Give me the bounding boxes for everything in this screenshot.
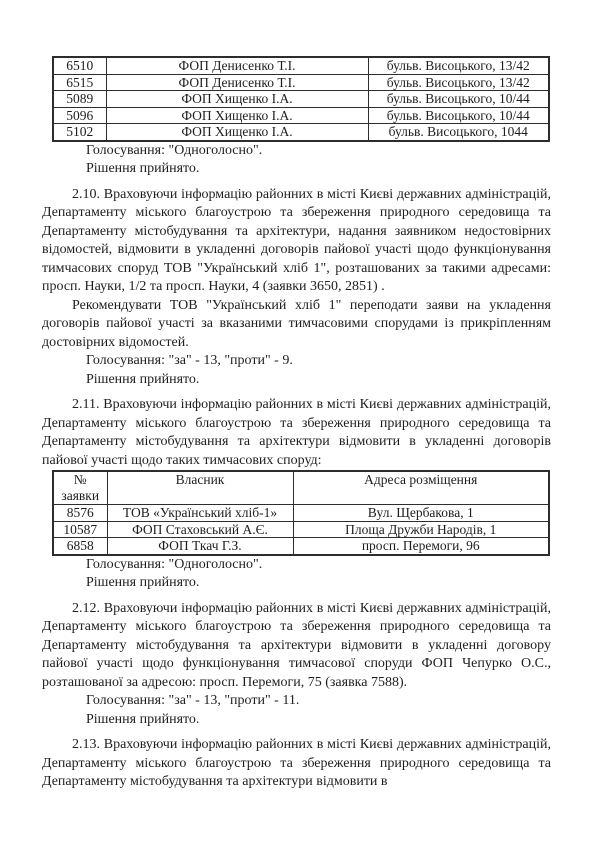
decision-line: Рішення прийнято. xyxy=(86,711,200,727)
application-id-cell: 6510 xyxy=(53,57,106,74)
decision-line: Рішення прийнято. xyxy=(86,161,200,176)
address-cell: Вул. Щербакова, 1 xyxy=(293,505,549,522)
application-id-cell: 5096 xyxy=(53,107,106,124)
owner-cell: ФОП Хищенко І.А. xyxy=(106,91,368,108)
table-row xyxy=(53,91,549,108)
table-header-row xyxy=(53,471,549,505)
address-cell: просп. Перемоги, 96 xyxy=(293,538,549,555)
owner-cell: ФОП Стаховський А.Є. xyxy=(107,521,293,538)
table-row xyxy=(53,521,549,538)
owner-cell: ФОП Денисенко Т.І. xyxy=(106,57,368,74)
voting-result-line: Голосування: "за" - 13, "проти" - 9. xyxy=(86,353,293,368)
paragraph-2-12: 2.12. Враховуючи інформацію районних в місті Києві державних адміністрацій, Департаменту міського благоустрою та збереження природного середовища та Департаменту містобудування та архітектури відмовити в укладенні договору пайової участі щодо функціонування тимчасової споруди ФОП Чепурко О.С., розташованої за адресою: просп. Перемоги, 75 (заявка 7588). xyxy=(42,600,551,690)
voting-result-line: Голосування: "за" - 13, "проти" - 11. xyxy=(86,693,300,708)
paragraph-2-13-partial: 2.13. Враховуючи інформацію районних в місті Києві державних адміністрацій, Департаменту міського благоустрою та збереження природного середовища та Департаменту містобудування та архітектури відмовити в xyxy=(42,737,551,789)
application-id-cell: 6515 xyxy=(53,74,106,91)
column-header-owner: Власник xyxy=(107,471,293,505)
column-header-address: Адреса розміщення xyxy=(293,471,549,505)
application-id-cell: 5102 xyxy=(53,124,106,141)
table-row xyxy=(53,538,549,555)
applications-table-continued xyxy=(52,56,550,142)
paragraph-2-10-recommendation: Рекомендувати ТОВ "Український хліб 1" переподати заяви на укладення договорів пайової участі за вказаними тимчасовими спорудами із прикріпленням достовірних відомостей. xyxy=(42,297,551,350)
owner-cell: ФОП Хищенко І.А. xyxy=(106,107,368,124)
paragraph-2-10: 2.10. Враховуючи інформацію районних в місті Києві державних адміністрацій, Департаменту міського благоустрою та збереження природного середовища та Департаменту містобудування та архітектури, надання заявником недостовірних відомостей, відмовити в укладенні договорів пайової участі щодо функціонування тимчасових споруд ТОВ "Український хліб 1", розташованих за такими адресами: просп. Науки, 1/2 та просп. Науки, 4 (заявки 3650, 2851) . xyxy=(42,186,551,294)
table-row xyxy=(53,107,549,124)
table-row xyxy=(53,505,549,522)
refused-applications-table xyxy=(52,470,550,556)
owner-cell: ФОП Ткач Г.З. xyxy=(107,538,293,555)
owner-cell: ФОП Денисенко Т.І. xyxy=(106,74,368,91)
decision-line: Рішення прийнято. xyxy=(86,371,200,387)
application-id-cell: 6858 xyxy=(53,538,107,555)
address-cell: бульв. Висоцького, 10/44 xyxy=(368,91,549,108)
table-row xyxy=(53,57,549,74)
address-cell: бульв. Висоцького, 13/42 xyxy=(368,74,549,91)
application-id-cell: 5089 xyxy=(53,91,106,108)
address-cell: бульв. Висоцького, 10/44 xyxy=(368,107,549,124)
table-row xyxy=(53,74,549,91)
paragraph-2-11: 2.11. Враховуючи інформацію районних в місті Києві державних адміністрацій, Департаменту міського благоустрою та збереження природного середовища та Департаменту містобудування та архітектури відмовити в укладенні договорів пайової участі щодо таких тимчасових споруд: xyxy=(42,397,551,468)
address-cell: Площа Дружби Народів, 1 xyxy=(293,521,549,538)
owner-cell: ФОП Хищенко І.А. xyxy=(106,124,368,141)
voting-result-line: Голосування: "Одноголосно". xyxy=(86,142,263,158)
application-id-cell: 8576 xyxy=(53,505,107,522)
address-cell: бульв. Висоцького, 13/42 xyxy=(368,57,549,74)
table-row xyxy=(53,124,549,141)
address-cell: бульв. Висоцького, 1044 xyxy=(368,124,549,141)
application-id-cell: 10587 xyxy=(53,521,107,538)
column-header-application-number: № заявки xyxy=(53,471,107,505)
owner-cell: ТОВ «Український хліб-1» xyxy=(107,505,293,522)
decision-line: Рішення прийнято. xyxy=(86,575,200,590)
voting-result-line: Голосування: "Одноголосно". xyxy=(86,556,263,572)
